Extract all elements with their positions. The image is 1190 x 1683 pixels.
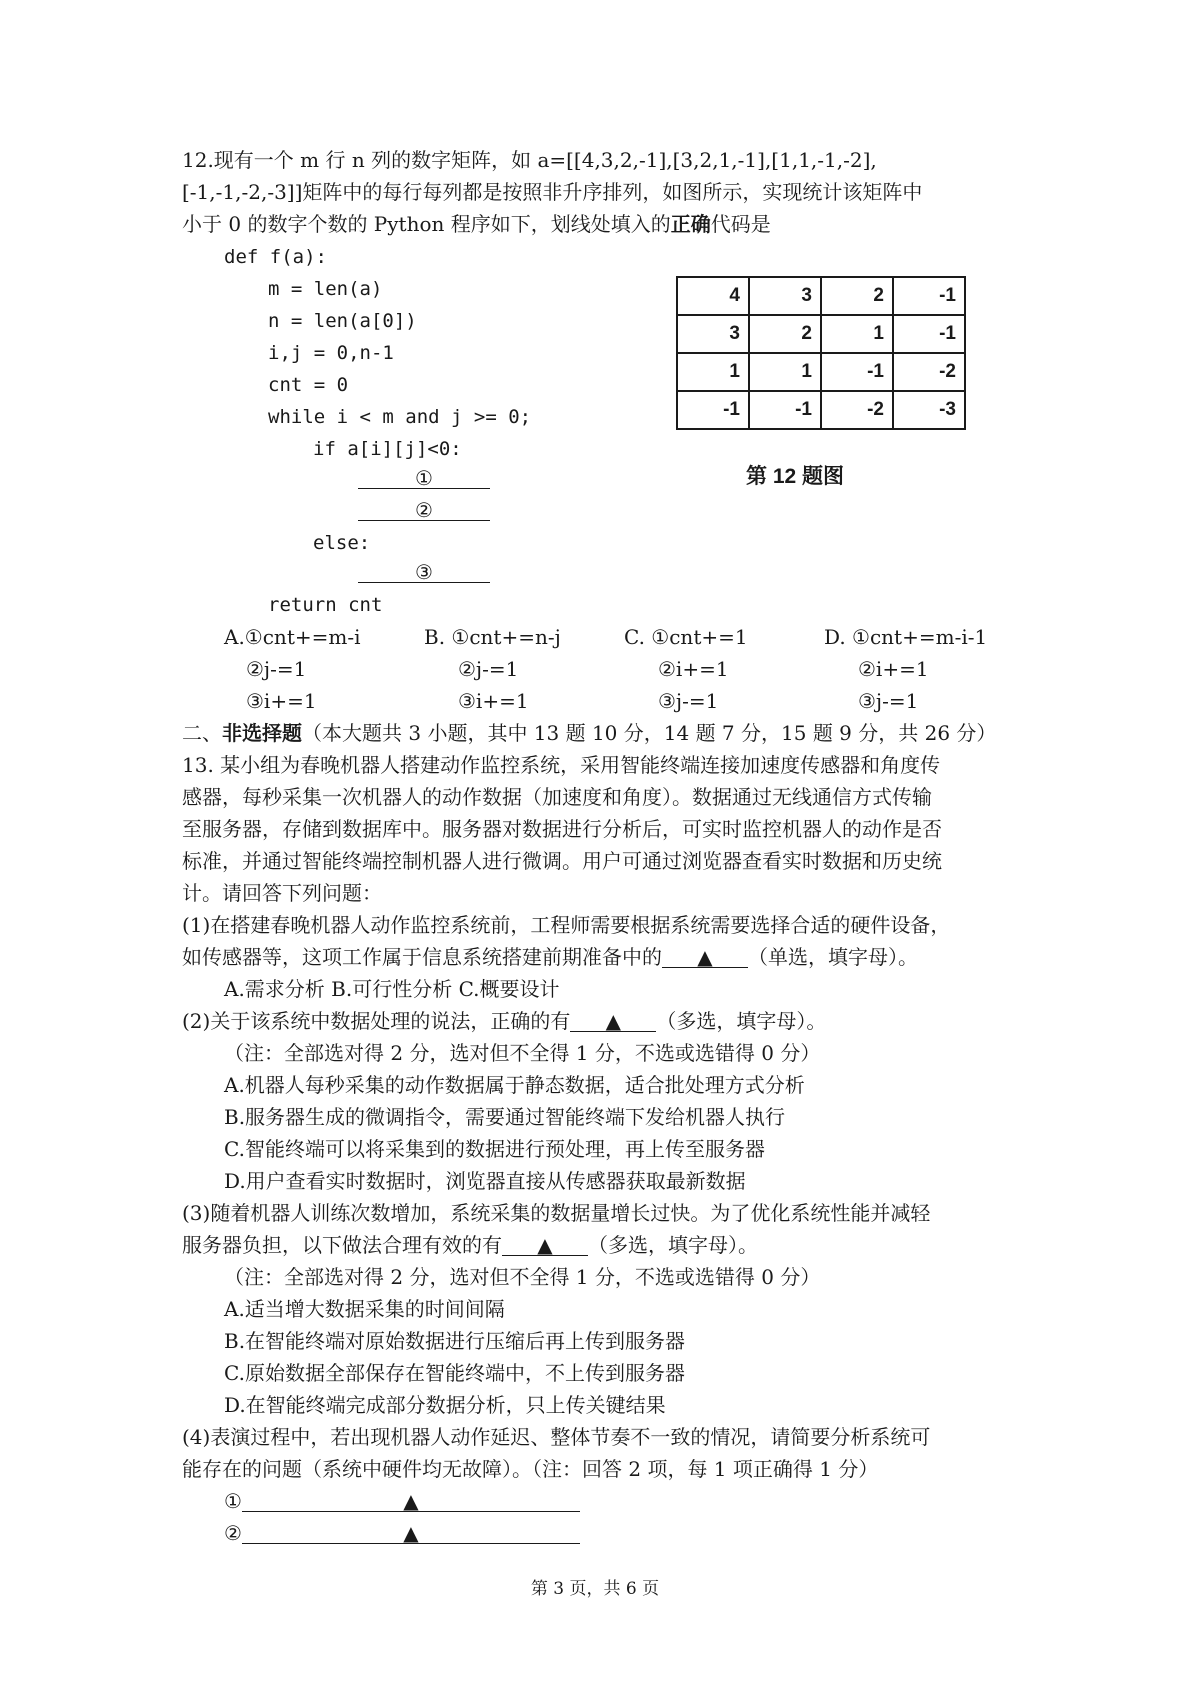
- code-line-return: return cnt: [268, 594, 383, 616]
- code-line-n: n = len(a[0]): [268, 310, 417, 332]
- code-blank-3: [358, 562, 490, 583]
- q13-p2-text: (2)关于该系统中数据处理的说法，正确的有: [182, 1009, 571, 1033]
- q13-intro-line: 至服务器，存储到数据库中。服务器对数据进行分析后，可实时监控机器人的动作是否: [182, 817, 942, 841]
- q12-stem-text: 小于 0 的数字个数的 Python 程序如下，划线处填入的: [182, 212, 671, 236]
- q13-p1-options: A.需求分析 B.可行性分析 C.概要设计: [224, 977, 560, 1001]
- q12-option-d-line1: D. ①cnt+=m-i-1: [824, 625, 988, 649]
- q13-p3-text: 服务器负担，以下做法合理有效的有: [182, 1233, 502, 1257]
- code-line-cnt: cnt = 0: [268, 374, 349, 396]
- section-2-prefix: 二、: [182, 721, 222, 745]
- matrix-cell: -1: [749, 391, 821, 429]
- q12-stem-line2: [-1,-1,-2,-3]]矩阵中的每行每列都是按照非升序排列，如图所示，实现统计该矩阵中: [182, 180, 923, 204]
- section-2-heading: [182, 723, 996, 743]
- matrix-cell: 4: [677, 277, 749, 315]
- matrix-cell: -1: [893, 315, 965, 353]
- matrix-cell: -1: [821, 353, 893, 391]
- matrix-cell: 2: [821, 277, 893, 315]
- matrix-row: [677, 315, 965, 353]
- blank-1-label: ①: [358, 468, 490, 489]
- answer-blank-p4-1[interactable]: ▲: [242, 1491, 580, 1512]
- q12-option-b-line2: ②j-=1: [458, 657, 519, 681]
- q13-p2-option: B.服务器生成的微调指令，需要通过智能终端下发给机器人执行: [224, 1105, 786, 1129]
- q13-p1-line2: [182, 947, 918, 968]
- code-line-while: while i < m and j >= 0;: [268, 406, 532, 428]
- q13-p3-option: B.在智能终端对原始数据进行压缩后再上传到服务器: [224, 1329, 686, 1353]
- q13-p2-note: （注：全部选对得 2 分，选对但不全得 1 分，不选或选错得 0 分）: [224, 1041, 821, 1065]
- q13-intro-line: 计。请回答下列问题：: [182, 881, 382, 905]
- code-line-if: if a[i][j]<0:: [313, 438, 462, 460]
- q13-p3-option: C.原始数据全部保存在智能终端中，不上传到服务器: [224, 1361, 685, 1385]
- q13-p1-text: 如传感器等，这项工作属于信息系统搭建前期准备中的: [182, 945, 662, 969]
- q13-intro-line: 13. 某小组为春晚机器人搭建动作监控系统，采用智能终端连接加速度传感器和角度传: [182, 753, 941, 777]
- q12-option-b-line3: ③i+=1: [458, 689, 529, 713]
- answer-2-label: ②: [224, 1521, 242, 1545]
- matrix-cell: -2: [893, 353, 965, 391]
- answer-blank-p2[interactable]: ▲: [570, 1011, 656, 1032]
- q12-option-c-line1: C. ①cnt+=1: [624, 625, 748, 649]
- q12-option-c-line3: ③j-=1: [658, 689, 719, 713]
- matrix-cell: -2: [821, 391, 893, 429]
- matrix-cell: 3: [677, 315, 749, 353]
- q12-stem-line3: [182, 214, 771, 234]
- q13-p2-line: [182, 1011, 826, 1032]
- matrix-cell: 3: [749, 277, 821, 315]
- matrix-cell: -1: [893, 277, 965, 315]
- code-blank-2: [358, 500, 490, 521]
- q13-p4-answer-1: [224, 1491, 580, 1512]
- matrix-row: [677, 391, 965, 429]
- q12-option-d-line3: ③j-=1: [858, 689, 919, 713]
- q12-option-c-line2: ②i+=1: [658, 657, 729, 681]
- q12-option-b-line1: B. ①cnt+=n-j: [424, 625, 561, 649]
- q13-p4-answer-2: [224, 1523, 580, 1544]
- q12-option-d-line2: ②i+=1: [858, 657, 929, 681]
- blank-2-label: ②: [358, 500, 490, 521]
- blank-3-label: ③: [358, 562, 490, 583]
- q12-option-a-line3: ③i+=1: [246, 689, 317, 713]
- q13-p1-line1: (1)在搭建春晚机器人动作监控系统前，工程师需要根据系统需要选择合适的硬件设备，: [182, 913, 951, 937]
- answer-blank-p3[interactable]: ▲: [502, 1235, 588, 1256]
- q13-p2-text-end: （多选，填字母）。: [656, 1009, 827, 1033]
- section-2-desc: （本大题共 3 小题，其中 13 题 10 分，14 题 7 分，15 题 9 分，共 26 分）: [302, 721, 997, 745]
- answer-blank-p4-2[interactable]: ▲: [242, 1523, 580, 1544]
- matrix-cell: 1: [677, 353, 749, 391]
- q13-p3-note: （注：全部选对得 2 分，选对但不全得 1 分，不选或选错得 0 分）: [224, 1265, 821, 1289]
- code-line-else: else:: [313, 532, 371, 554]
- matrix-cell: 2: [749, 315, 821, 353]
- q13-p4-line1: (4)表演过程中，若出现机器人动作延迟、整体节奏不一致的情况，请简要分析系统可: [182, 1425, 931, 1449]
- code-blank-1: [358, 468, 490, 489]
- q12-stem-text-end: 代码是: [710, 212, 771, 236]
- q13-p2-option: C.智能终端可以将采集到的数据进行预处理，再上传至服务器: [224, 1137, 765, 1161]
- code-line-def: def f(a):: [224, 246, 327, 268]
- q13-p2-option: A.机器人每秒采集的动作数据属于静态数据，适合批处理方式分析: [224, 1073, 805, 1097]
- q12-option-a-line1: A.①cnt+=m-i: [224, 625, 361, 649]
- q13-intro-line: 标准，并通过智能终端控制机器人进行微调。用户可通过浏览器查看实时数据和历史统: [182, 849, 942, 873]
- page-footer: 第 3 页，共 6 页: [530, 1579, 660, 1599]
- matrix-row: [677, 353, 965, 391]
- q13-p3-text-end: （多选，填字母）。: [588, 1233, 758, 1257]
- q12-stem-emphasis: 正确: [670, 212, 711, 236]
- matrix-cell: 1: [749, 353, 821, 391]
- q13-p3-line2: [182, 1235, 758, 1256]
- matrix-cell: -1: [677, 391, 749, 429]
- figure-caption: 第 12 题图: [746, 465, 845, 488]
- q13-p3-option: D.在智能终端完成部分数据分析，只上传关键结果: [224, 1393, 666, 1417]
- code-line-ij: i,j = 0,n-1: [268, 342, 394, 364]
- matrix-cell: 1: [821, 315, 893, 353]
- q13-p3-option: A.适当增大数据采集的时间间隔: [224, 1297, 505, 1321]
- matrix-cell: -3: [893, 391, 965, 429]
- answer-blank-p1[interactable]: ▲: [662, 947, 748, 968]
- matrix-figure: [676, 276, 966, 430]
- q13-p1-text-end: （单选，填字母）。: [748, 945, 918, 969]
- q13-p3-line1: (3)随着机器人训练次数增加，系统采集的数据量增长过快。为了优化系统性能并减轻: [182, 1201, 931, 1225]
- q12-option-a-line2: ②j-=1: [246, 657, 307, 681]
- code-line-m: m = len(a): [268, 278, 383, 300]
- q13-p2-option: D.用户查看实时数据时，浏览器直接从传感器获取最新数据: [224, 1169, 746, 1193]
- q12-stem-line1: 12.现有一个 m 行 n 列的数字矩阵，如 a=[[4,3,2,-1],[3,2,1,-1],[1,1,-1,-2],: [182, 148, 877, 172]
- q13-intro-line: 感器，每秒采集一次机器人的动作数据（加速度和角度）。数据通过无线通信方式传输: [182, 785, 932, 809]
- matrix-row: [677, 277, 965, 315]
- answer-1-label: ①: [224, 1489, 242, 1513]
- section-2-title: 非选择题: [222, 721, 302, 745]
- q13-p4-line2: 能存在的问题（系统中硬件均无故障）。（注：回答 2 项，每 1 项正确得 1 分）: [182, 1457, 879, 1481]
